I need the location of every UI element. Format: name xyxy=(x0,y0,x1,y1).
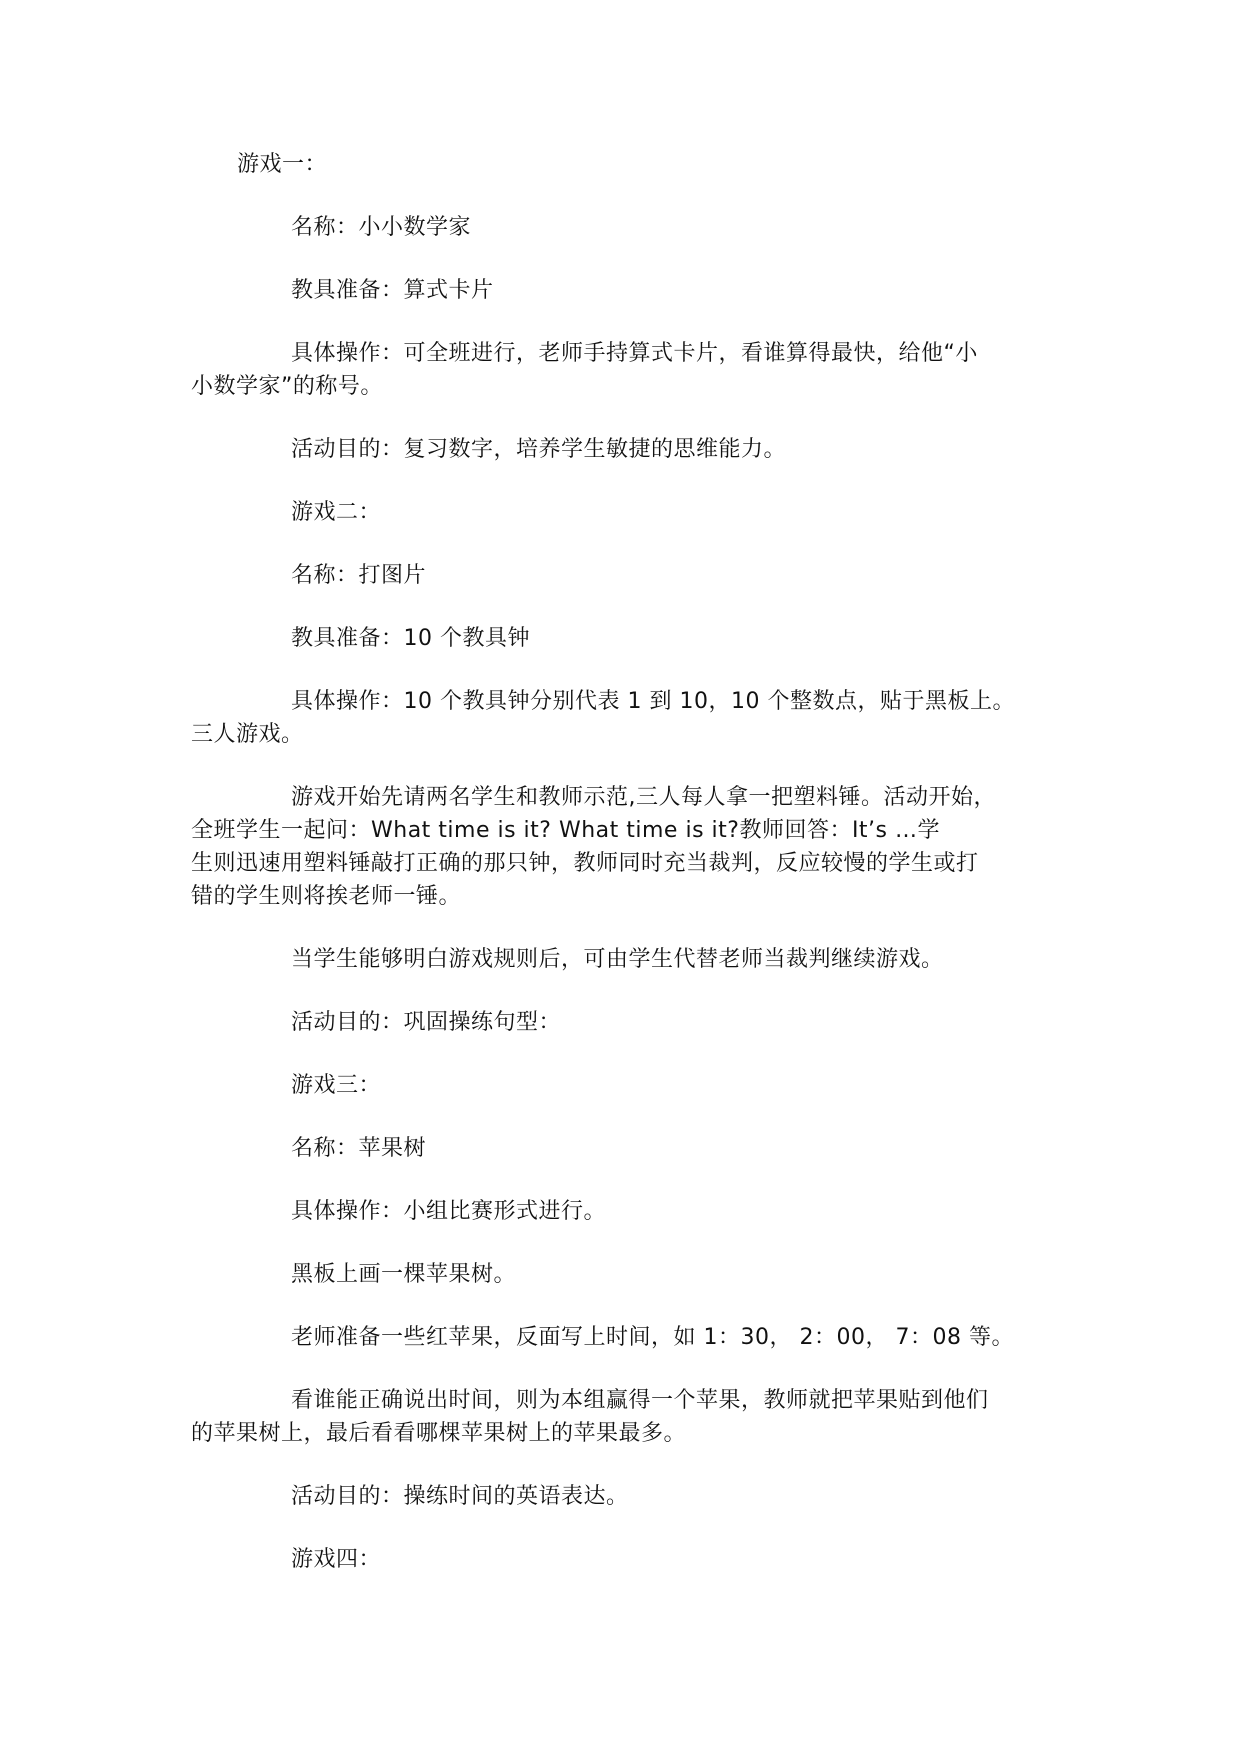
section-heading-game-four: 游戏四： xyxy=(291,1547,382,1572)
text-line: 生则迅速用塑料锤敲打正确的那只钟，教师同时充当裁判，反应较慢的学生或打 xyxy=(191,851,979,876)
text-line: 黑板上画一棵苹果树。 xyxy=(291,1262,517,1287)
text-line: 名称：苹果树 xyxy=(291,1136,427,1161)
text-line: 活动目的：操练时间的英语表达。 xyxy=(291,1484,629,1509)
section-heading-game-one: 游戏一： xyxy=(237,152,328,177)
text-line: 具体操作：10 个教具钟分别代表 1 到 10，10 个整数点，贴于黑板上。 xyxy=(291,689,1015,714)
text-line: 名称：打图片 xyxy=(291,563,427,588)
text-line: 活动目的：复习数字，培养学生敏捷的思维能力。 xyxy=(291,437,787,462)
section-heading-game-three: 游戏三： xyxy=(291,1073,382,1098)
text-line: 具体操作：小组比赛形式进行。 xyxy=(291,1199,607,1224)
text-line: 名称：小小数学家 xyxy=(291,215,472,240)
text-line: 三人游戏。 xyxy=(191,722,304,747)
text-line: 小数学家”的称号。 xyxy=(191,374,383,399)
text-line: 老师准备一些红苹果，反面写上时间，如 1：30， 2：00， 7：08 等。 xyxy=(291,1325,1014,1350)
text-line: 活动目的：巩固操练句型： xyxy=(291,1010,562,1035)
section-heading-game-two: 游戏二： xyxy=(291,500,382,525)
text-line: 的苹果树上，最后看看哪棵苹果树上的苹果最多。 xyxy=(191,1421,687,1446)
text-line: 看谁能正确说出时间，则为本组赢得一个苹果，教师就把苹果贴到他们 xyxy=(291,1388,989,1413)
text-line: 当学生能够明白游戏规则后，可由学生代替老师当裁判继续游戏。 xyxy=(291,947,944,972)
text-line: 教具准备：10 个教具钟 xyxy=(291,626,530,651)
text-line: 游戏开始先请两名学生和教师示范,三人每人拿一把塑料锤。活动开始， xyxy=(291,785,996,810)
text-line: 全班学生一起问：What time is it? What time is it?教师回答：It’s …学 xyxy=(191,818,941,843)
text-line: 具体操作：可全班进行，老师手持算式卡片，看谁算得最快，给他“小 xyxy=(291,341,978,366)
text-line: 教具准备：算式卡片 xyxy=(291,278,494,303)
text-line: 错的学生则将挨老师一锤。 xyxy=(191,884,462,909)
